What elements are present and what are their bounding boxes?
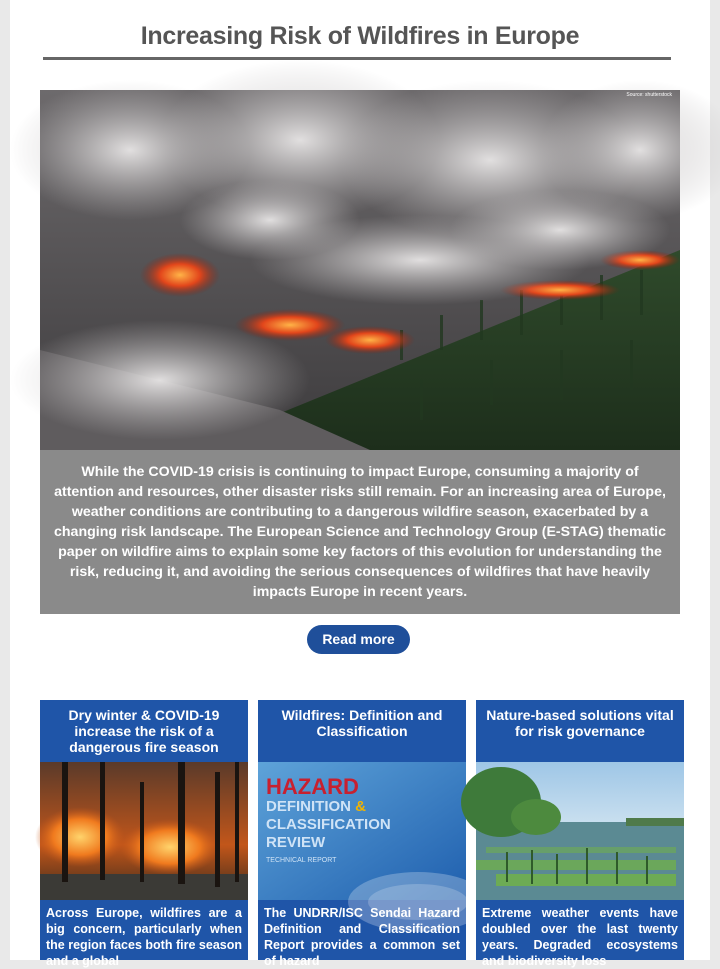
title-underline [43, 57, 671, 60]
hero-image [40, 90, 680, 450]
cover-hazard-word: HAZARD [266, 774, 359, 799]
hazard-report-cover [258, 762, 466, 900]
wildfire-forest-photo [40, 90, 680, 450]
cover-subtitle: TECHNICAL REPORT [266, 857, 337, 864]
article-card-definition[interactable] [258, 700, 466, 968]
page-title: Increasing Risk of Wildfires in Europe [140, 22, 580, 50]
card-title[interactable]: Dry winter & COVID-19 increase the risk of a dangerous fire season [68, 707, 220, 755]
card-title[interactable]: Nature-based solutions vital for risk governance [486, 707, 674, 739]
mangrove-photo [476, 762, 684, 900]
report-cover-title [266, 776, 391, 866]
hero-summary: While the COVID-19 crisis is continuing to impact Europe, consuming a majority of attention and resources, other disaster risks still remain. For an increasing area of Europe, weather conditions are contributing to a dangerous wildfire season, exacerbated by a changing risk landscape. The European Science and Technology Group (E-STAG) thematic paper on wildfire aims to explain some key factors of this evolution for understanding the risk, reducing it, and avoiding the serious consequences of wildfires that have heavily impacts Europe in recent years. [40, 450, 680, 614]
cover-review-word: REVIEW [266, 834, 326, 851]
article-card-nature-based[interactable] [476, 700, 684, 968]
cover-definition-word: DEFINITION [266, 798, 351, 815]
card-text: The UNDRR/ISC Sendai Hazard Definition and Classification Report provides a common set of hazard [264, 906, 460, 968]
burning-forest-image [40, 762, 248, 900]
newsletter-page [10, 0, 710, 968]
mangrove-image [476, 762, 684, 900]
article-card-dry-winter[interactable] [40, 700, 248, 968]
read-more-button[interactable]: Read more [307, 625, 410, 654]
card-title[interactable]: Wildfires: Definition and Classification [281, 707, 443, 739]
burning-forest-photo [40, 762, 248, 900]
card-text: Extreme weather events have doubled over the last twenty years. Degraded ecosystems and biodiversity loss [482, 906, 678, 968]
cover-classification-word: CLASSIFICATION [266, 816, 391, 833]
cover-ampersand: & [355, 798, 367, 815]
card-text: Across Europe, wildfires are a big concern, particularly when the region faces both fire season and a global [46, 906, 242, 968]
photo-credit: Source: shutterstock [626, 92, 672, 98]
